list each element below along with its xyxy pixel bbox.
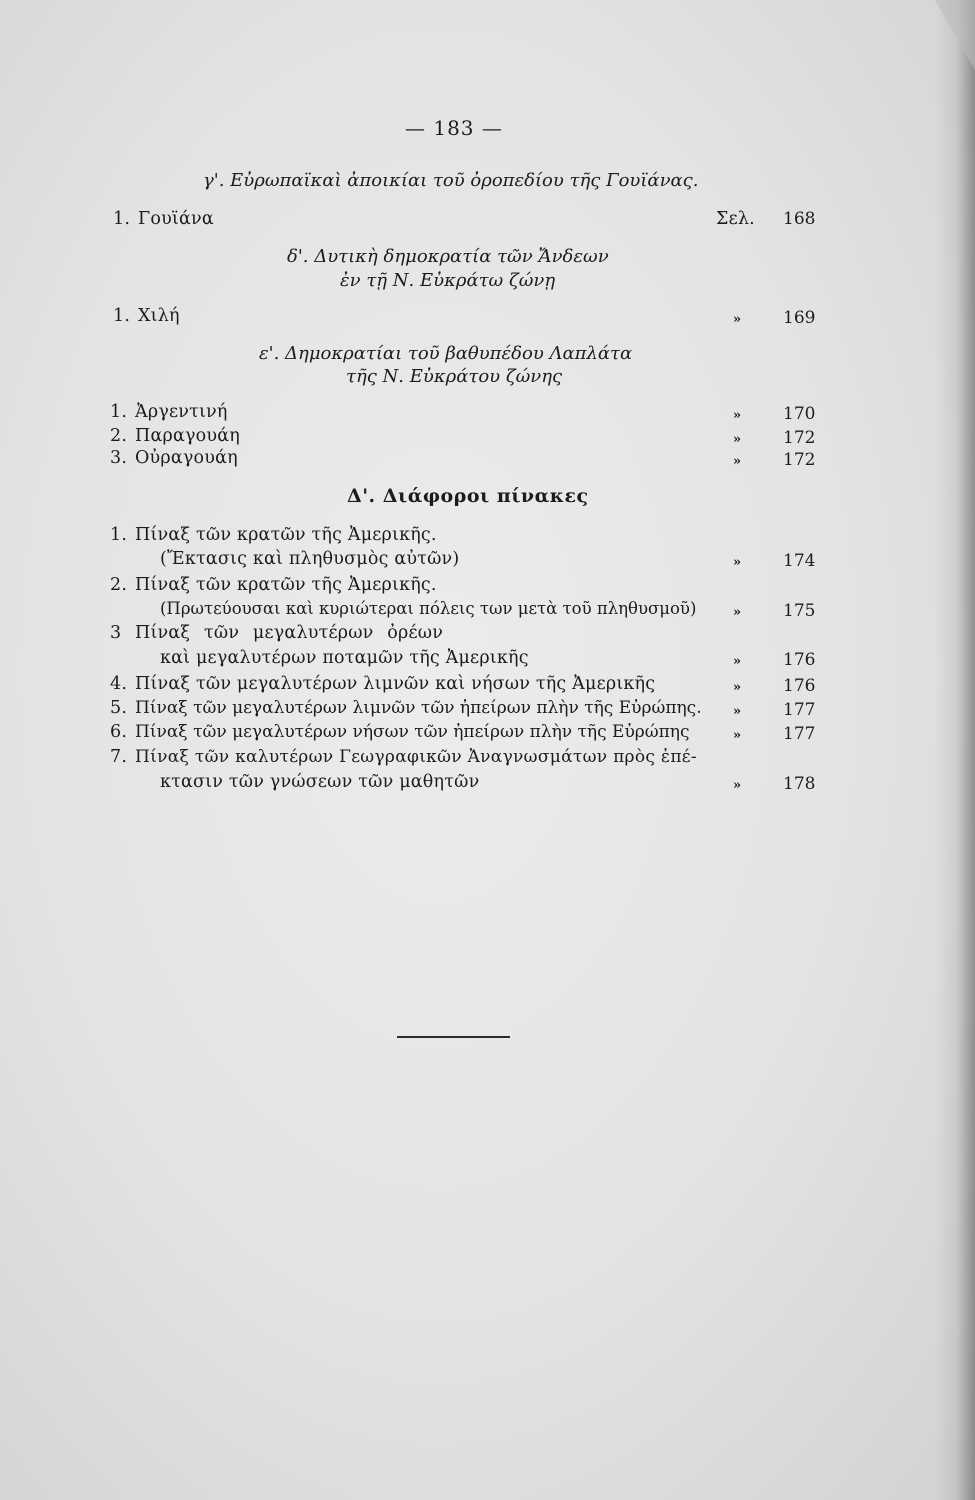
entry-tables-1-number: 1. xyxy=(110,525,128,545)
entry-tables-6-text: Πίναξ τῶν μεγαλυτέρων νήσων τῶν ἠπείρων πλὴν τῆς Εὐρώπης xyxy=(135,722,690,742)
entry-tables-2-line2: (Πρωτεύουσαι καὶ κυριώτεραι πόλεις των μετὰ τοῦ πληθυσμοῦ) xyxy=(160,599,697,618)
entry-tables-7-page: 178 xyxy=(783,774,816,794)
entry-tables-4-number: 4. xyxy=(110,674,128,694)
entry-delta-1-number: 1. xyxy=(113,306,131,326)
entry-delta-1-ditto: » xyxy=(733,312,742,327)
entry-tables-3-line2: καὶ μεγαλυτέρων ποταμῶν τῆς Ἀμερικῆς xyxy=(160,648,529,668)
entry-epsilon-2-number: 2. xyxy=(110,426,128,446)
entry-gamma-1-page: 168 xyxy=(783,209,816,229)
entry-epsilon-1-text: Ἀργεντινή xyxy=(135,402,228,422)
entry-epsilon-3-ditto: » xyxy=(733,454,742,469)
page-number: — 183 — xyxy=(405,116,503,140)
entry-epsilon-3-text: Οὐραγουάη xyxy=(135,448,238,468)
entry-epsilon-1-page: 170 xyxy=(783,404,816,424)
entry-tables-2-ditto: » xyxy=(733,605,742,620)
entry-tables-3-ditto: » xyxy=(733,654,742,669)
entry-gamma-1-number: 1. xyxy=(113,209,131,229)
entry-tables-5-text: Πίναξ τῶν μεγαλυτέρων λιμνῶν τῶν ἠπείρων πλὴν τῆς Εὐρώπης. xyxy=(135,698,702,718)
page-edge-shadow xyxy=(935,0,975,1500)
entry-tables-6-number: 6. xyxy=(110,722,128,742)
entry-tables-5-ditto: » xyxy=(733,704,742,719)
entry-tables-2-page: 175 xyxy=(783,601,816,621)
entry-delta-1-page: 169 xyxy=(783,308,816,328)
entry-epsilon-2-ditto: » xyxy=(733,432,742,447)
entry-tables-6-page: 177 xyxy=(783,724,816,744)
entry-tables-7-number: 7. xyxy=(110,747,128,767)
entry-tables-3-page: 176 xyxy=(783,650,816,670)
entry-tables-5-number: 5. xyxy=(110,698,128,718)
entry-tables-7-line1: Πίναξ τῶν καλυτέρων Γεωγραφικῶν Ἀναγνωσμάτων πρὸς ἐπέ- xyxy=(135,747,697,767)
entry-epsilon-3-page: 172 xyxy=(783,450,816,470)
closing-rule xyxy=(397,1036,510,1038)
entry-epsilon-2-page: 172 xyxy=(783,428,816,448)
entry-delta-1-text: Χιλή xyxy=(138,306,180,326)
entry-tables-7-line2: κτασιν τῶν γνώσεων τῶν μαθητῶν xyxy=(160,772,480,792)
page-corner-fold xyxy=(935,0,975,70)
entry-tables-7-ditto: » xyxy=(733,778,742,793)
section-tables-heading: Δ'. Διάφοροι πίνακες xyxy=(347,485,589,507)
section-gamma-heading: γ'. Εὐρωπαϊκαὶ ἀποικίαι τοῦ ὀροπεδίου τῆς Γουϊάνας. xyxy=(203,170,699,191)
entry-tables-2-line1: Πίναξ τῶν κρατῶν τῆς Ἀμερικῆς. xyxy=(135,575,437,595)
section-delta-heading-line1: δ'. Δυτικὴ δημοκρατία τῶν Ἄνδεων xyxy=(287,246,609,267)
entry-epsilon-2-text: Παραγουάη xyxy=(135,426,240,446)
entry-epsilon-1-number: 1. xyxy=(110,402,128,422)
section-epsilon-heading-line2: τῆς Ν. Εὐκράτου ζώνης xyxy=(346,366,563,387)
section-delta-heading-line2: ἐν τῇ Ν. Εὐκράτω ζώνῃ xyxy=(340,270,556,291)
entry-epsilon-1-ditto: » xyxy=(733,408,742,423)
entry-tables-4-page: 176 xyxy=(783,676,816,696)
entry-tables-4-text: Πίναξ τῶν μεγαλυτέρων λιμνῶν καὶ νήσων τῆς Ἀμερικῆς xyxy=(135,674,656,694)
entry-epsilon-3-number: 3. xyxy=(110,448,128,468)
entry-gamma-1-text: Γουϊάνα xyxy=(138,209,214,229)
entry-tables-6-ditto: » xyxy=(733,728,742,743)
entry-tables-4-ditto: » xyxy=(733,680,742,695)
entry-tables-5-page: 177 xyxy=(783,700,816,720)
entry-tables-3-number: 3 xyxy=(110,623,122,643)
entry-tables-1-page: 174 xyxy=(783,551,816,571)
entry-tables-3-line1: Πίναξ τῶν μεγαλυτέρων ὀρέων xyxy=(135,623,444,643)
section-epsilon-heading-line1: ε'. Δημοκρατίαι τοῦ βαθυπέδου Λαπλάτα xyxy=(259,343,633,364)
entry-tables-1-line1: Πίναξ τῶν κρατῶν τῆς Ἀμερικῆς. xyxy=(135,525,437,545)
entry-tables-2-number: 2. xyxy=(110,575,128,595)
entry-tables-1-ditto: » xyxy=(733,555,742,570)
entry-tables-1-line2: (Ἔκτασις καὶ πληθυσμὸς αὐτῶν) xyxy=(160,549,460,569)
entry-gamma-1-sel-label: Σελ. xyxy=(716,209,755,229)
